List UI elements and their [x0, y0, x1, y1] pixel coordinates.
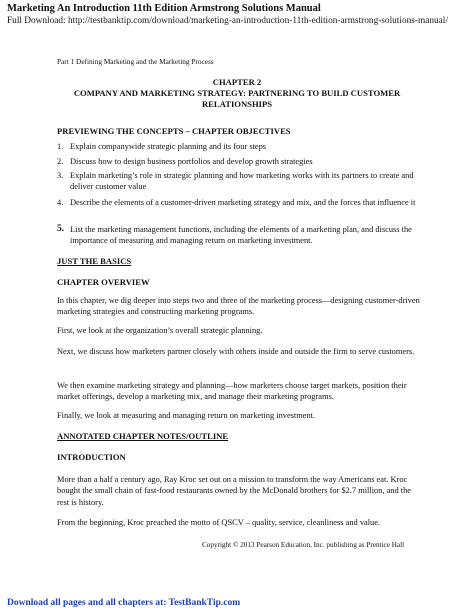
footer-download-link[interactable]: Download all pages and all chapters at: TestBankTip.com [7, 598, 241, 608]
objective-text: Discuss how to design business portfolios and develop growth strategies [70, 157, 313, 166]
download-label: Full Download: [7, 16, 68, 26]
objectives-heading: PREVIEWING THE CONCEPTS – CHAPTER OBJECTIVES [57, 126, 291, 136]
copyright-notice: Copyright © 2013 Pearson Education, Inc. publishing as Prentice Hall [202, 541, 405, 549]
objective-number: 5. [57, 224, 65, 234]
document-title: Marketing An Introduction 11th Edition Armstrong Solutions Manual [7, 3, 321, 14]
chapter-number: CHAPTER 2 [212, 77, 262, 87]
objective-item [57, 197, 422, 208]
overview-heading: CHAPTER OVERVIEW [57, 277, 150, 287]
objective-text: Describe the elements of a customer-driven marketing strategy and mix, and the forces that influence it [70, 198, 416, 207]
introduction-paragraph-1: More than a half a century ago, Ray Kroc set out on a mission to transform the way Americans eat. Kroc bought the small chain of fast-food restaurants owned by the McDonald brothers for $2.7 million, and the rest is history. [57, 475, 411, 507]
objective-number: 3. [57, 171, 64, 180]
basics-heading: JUST THE BASICS [57, 256, 132, 266]
objective-number: 4. [57, 198, 64, 207]
overview-paragraph-2: First, we look at the organization’s overall strategic planning. [57, 326, 263, 335]
overview-paragraph-5: Finally, we look at measuring and managing return on marketing investment. [57, 411, 316, 420]
objective-item [57, 156, 422, 167]
overview-paragraph-4: We then examine marketing strategy and planning—how marketers choose target markets, position their market offerings, develop a marketing mix, and manage their marketing programs. [57, 381, 407, 402]
download-line [7, 16, 448, 26]
chapter-title-line-1: COMPANY AND MARKETING STRATEGY: PARTNERING TO BUILD CUSTOMER [73, 88, 401, 98]
objective-text: List the marketing management functions, including the elements of a marketing plan, and discuss the importance of measuring and managing return on marketing investment. [70, 225, 412, 246]
objective-item [57, 224, 422, 247]
objective-item [57, 141, 422, 152]
overview-paragraph-3: Next, we discuss how marketers partner closely with others inside and outside the firm to serve customers. [57, 347, 415, 356]
objective-number: 1. [57, 142, 64, 151]
download-link[interactable]: http://testbanktip.com/download/marketing-an-introduction-11th-edition-armstrong-solutions-manual/ [67, 16, 448, 26]
annotated-notes-heading: ANNOTATED CHAPTER NOTES/OUTLINE [57, 431, 229, 441]
objective-text: Explain marketing’s role in strategic planning and how marketing works with its partners to create and deliver customer value [70, 171, 414, 192]
objective-text: Explain companywide strategic planning and its four steps [70, 142, 267, 151]
objective-number: 2. [57, 157, 64, 166]
objective-item [57, 170, 422, 193]
part-line: Part 1 Defining Marketing and the Marketing Process [57, 57, 214, 66]
introduction-heading: INTRODUCTION [57, 452, 126, 462]
overview-paragraph-1: In this chapter, we dig deeper into steps two and three of the marketing process—designing customer-driven marketing strategies and constructing marketing programs. [57, 296, 420, 317]
introduction-paragraph-2: From the beginning, Kroc preached the motto of QSCV – quality, service, cleanliness and value. [57, 518, 381, 527]
chapter-title-line-2: RELATIONSHIPS [201, 99, 273, 109]
